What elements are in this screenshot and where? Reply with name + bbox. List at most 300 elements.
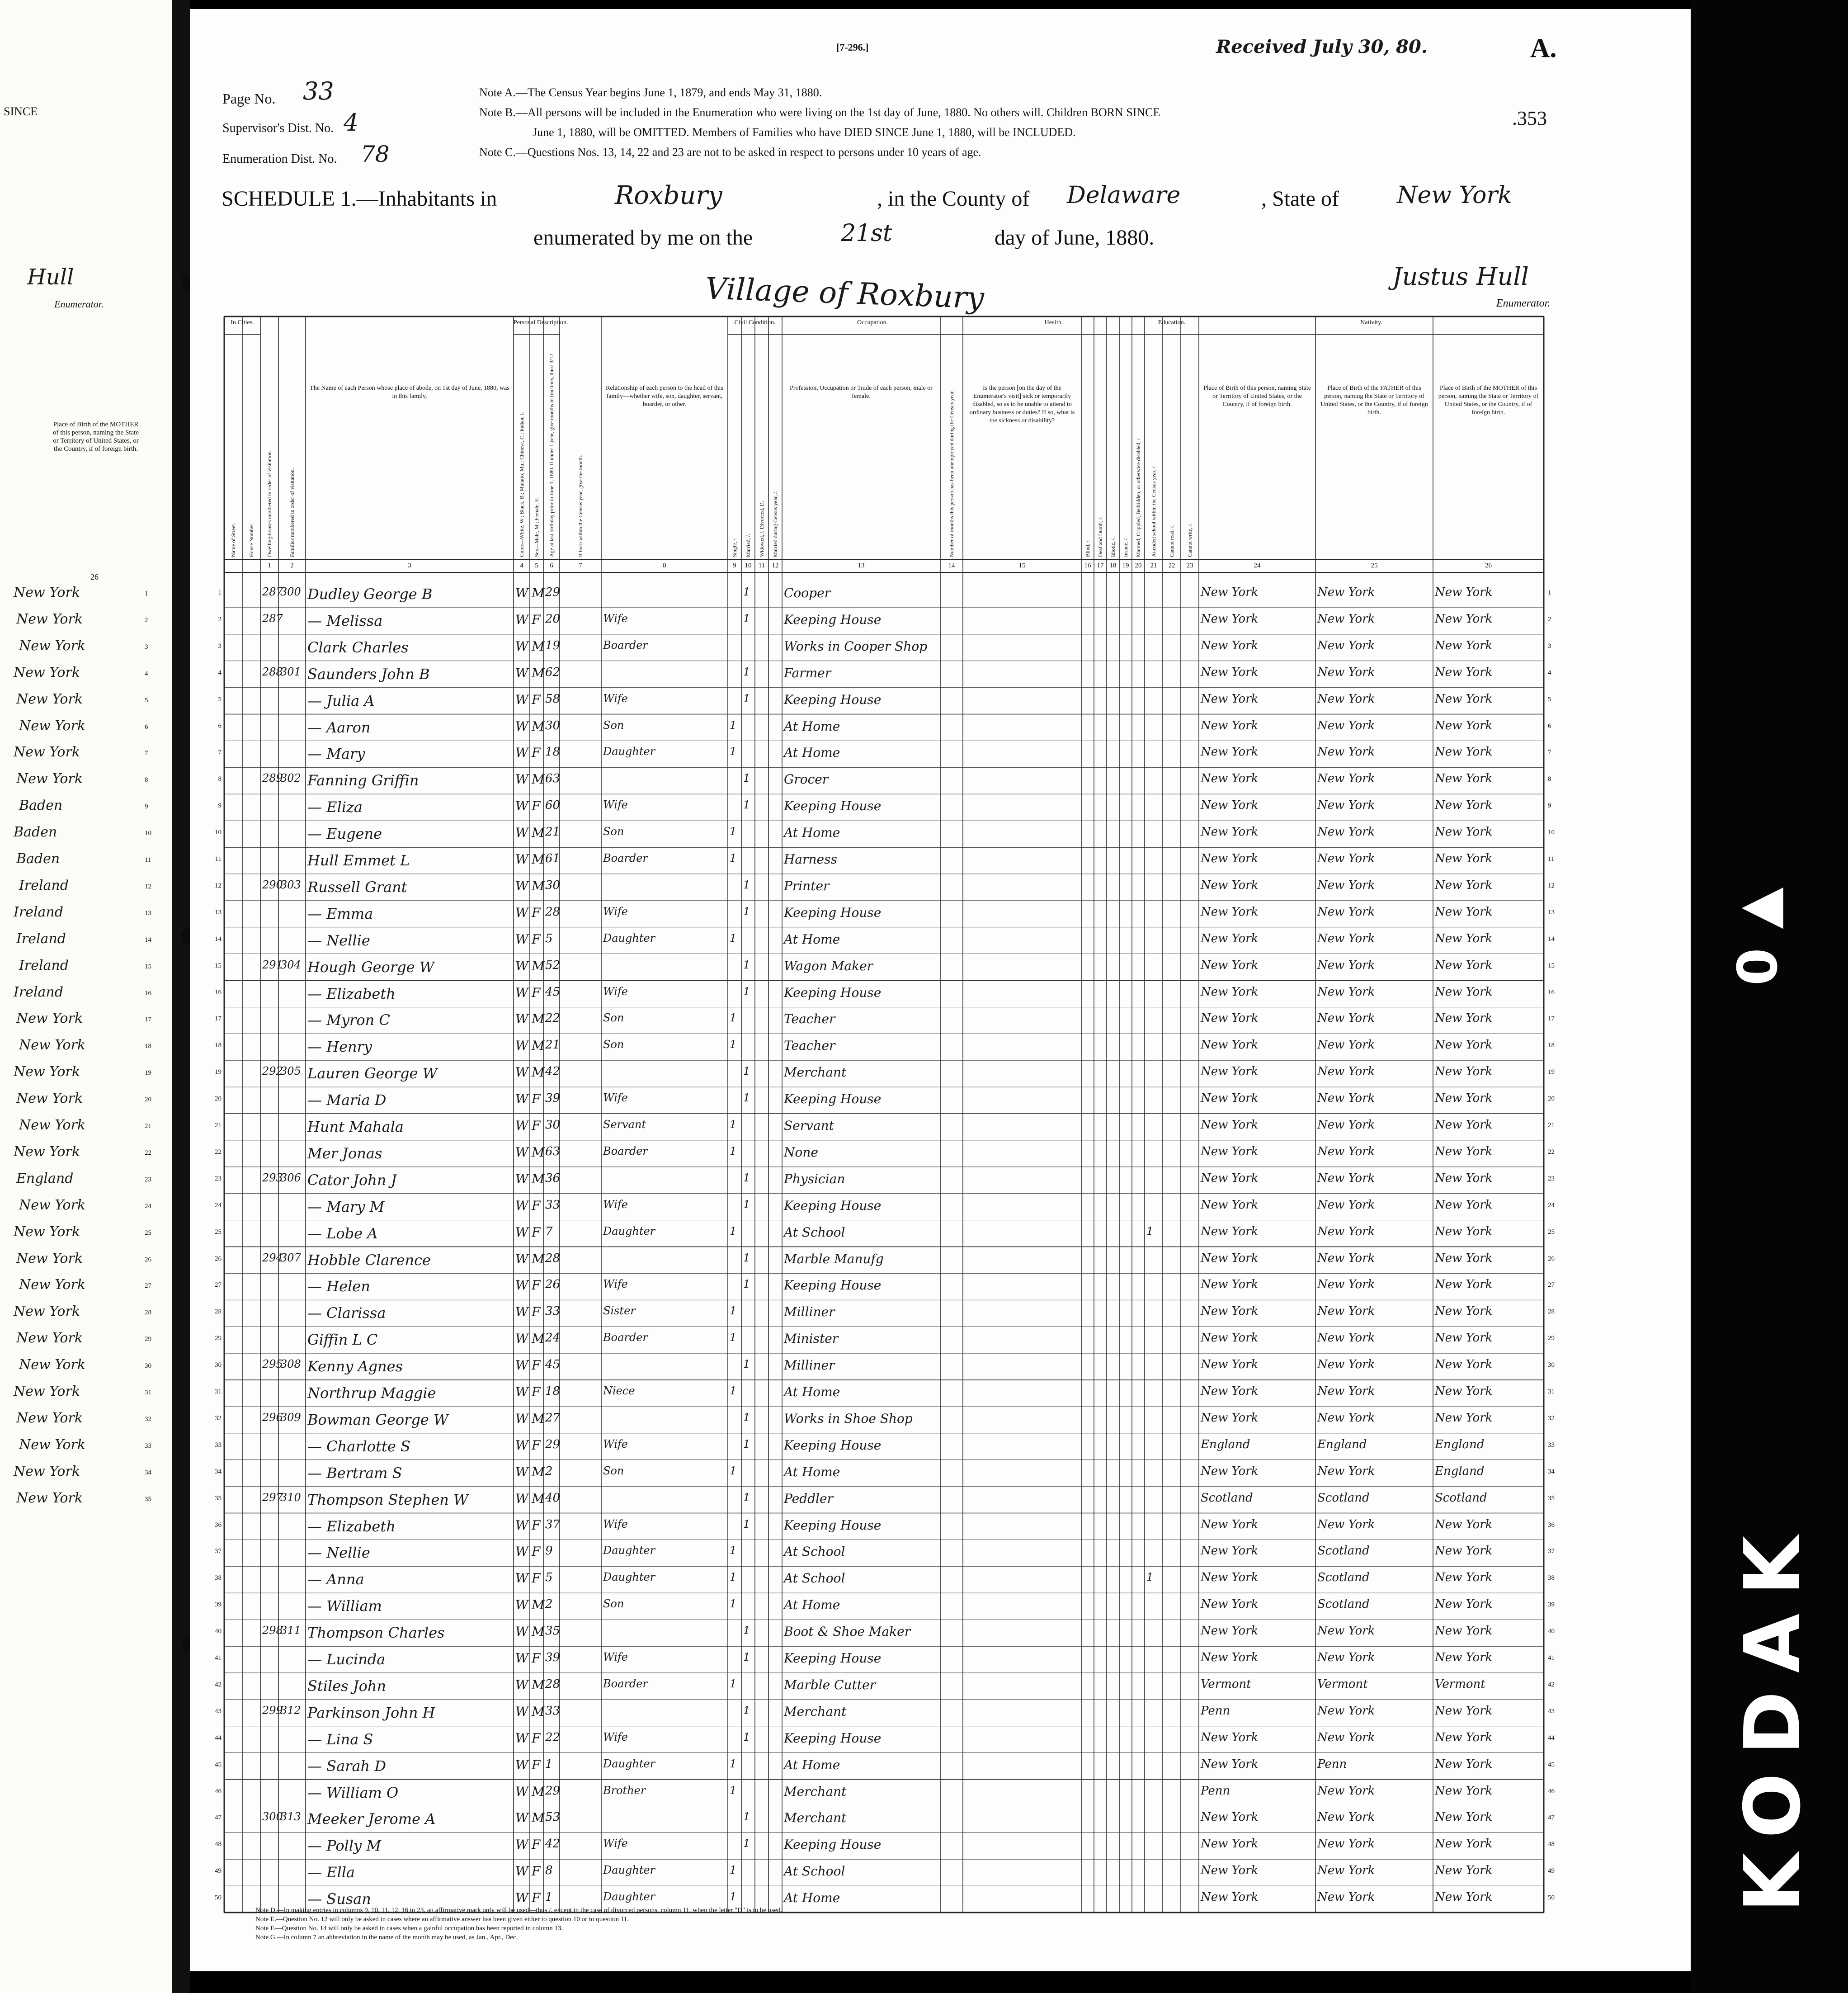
dwelling-number: 297 [262,1491,283,1504]
father-birthplace-cell: New York [1317,1837,1375,1851]
line-number: 47 [1548,1814,1555,1822]
dwelling-number: 292 [262,1065,283,1078]
line-number: 3 [218,642,222,650]
civil-mark: 1 [743,1704,750,1717]
relationship-cell: Daughter [603,1757,655,1770]
occupation-cell: Cooper [784,586,831,600]
occupation-cell: At Home [784,1464,840,1479]
civil-mark: 1 [730,745,737,758]
relationship-cell: Wife [603,798,628,812]
line-number: 28 [1548,1308,1555,1316]
received-stamp: Received July 30, 80. [1216,36,1428,57]
person-name: Hough George W [307,958,434,976]
birthplace-cell: New York [1201,1091,1259,1105]
col-header-c25: Place of Birth of the FATHER of this person, naming the State or Territory of United States, or the Country, if of foreign birth. [1320,385,1428,416]
line-number: 10 [215,829,222,836]
line-number: 30 [215,1361,222,1369]
sex-cell: F [532,692,541,707]
left-mother-birthplace: New York [14,1223,80,1240]
mother-birthplace-cell: New York [1435,1384,1493,1398]
supervisor-dist-value: 4 [344,109,359,137]
civil-mark: 1 [743,1198,750,1211]
birthplace-cell: New York [1201,586,1259,599]
occupation-cell: At School [784,1224,845,1240]
line-number: 31 [1548,1388,1555,1395]
left-since: SINCE [4,105,38,118]
person-name: — Aaron [307,718,371,736]
color-cell: W [515,638,528,654]
age-cell: 1 [545,1890,553,1904]
line-number: 24 [1548,1201,1555,1209]
left-line-number: 30 [145,1362,151,1370]
left-mother-birthplace: New York [14,1303,80,1320]
left-mother-birthplace: Ireland [19,877,69,893]
col-header-c24: Place of Birth of this person, naming State or Territory of United States, or the Country, if of foreign birth. [1203,385,1311,408]
left-mother-birthplace: Ireland [14,904,63,920]
civil-mark: 1 [743,1411,750,1424]
person-name: Thompson Charles [307,1624,445,1642]
person-name: — Mary M [307,1198,385,1215]
left-mother-birthplace: New York [16,1011,83,1027]
mother-birthplace-cell: New York [1435,1198,1493,1212]
mother-birthplace-cell: New York [1435,665,1493,679]
column-number: 24 [1254,562,1261,569]
civil-mark: 1 [743,1278,750,1291]
stamped-page-number: .353 [1512,107,1547,129]
age-cell: 28 [545,1677,561,1691]
column-number: 6 [550,562,553,569]
mother-birthplace-cell: New York [1435,1544,1493,1558]
color-cell: W [515,1358,528,1373]
color-cell: W [515,905,528,920]
sex-cell: M [532,1171,545,1186]
dwelling-number: 296 [262,1411,283,1424]
occupation-cell: Keeping House [784,798,882,814]
dwelling-number: 298 [262,1624,283,1637]
left-mother-birthplace: Baden [14,824,57,841]
line-number: 15 [215,962,222,969]
occupation-cell: Servant [784,1118,834,1133]
color-cell: W [515,1198,528,1213]
sex-cell: F [532,1837,541,1852]
birthplace-cell: New York [1201,1864,1259,1878]
note-b-cont: June 1, 1880, will be OMITTED. Members of Families who have DIED SINCE June 1, 1880, will be INCLUDED. [533,126,1076,139]
person-name: — Susan [307,1890,371,1908]
color-cell: W [515,1890,528,1906]
sex-cell: M [532,1491,545,1506]
father-birthplace-cell: New York [1317,1358,1375,1372]
dwelling-number: 299 [262,1704,283,1717]
line-number: 13 [215,908,222,916]
civil-mark: 1 [743,958,750,971]
line-number: 47 [215,1814,222,1822]
color-cell: W [515,1730,528,1746]
relationship-cell: Sister [603,1304,636,1318]
line-number: 1 [1548,589,1551,596]
birthplace-cell: England [1201,1437,1250,1451]
person-name: Saunders John B [307,665,430,683]
relationship-cell: Wife [603,692,628,705]
age-cell: 19 [545,638,561,652]
line-number: 2 [218,615,222,623]
state-label: , State of [1261,187,1339,211]
birthplace-cell: New York [1201,1331,1259,1345]
relationship-cell: Wife [603,985,628,998]
relationship-cell: Boarder [603,638,648,652]
color-cell: W [515,1065,528,1080]
age-cell: 5 [545,1571,553,1585]
age-cell: 39 [545,1651,561,1664]
relationship-cell: Boarder [603,1677,648,1690]
father-birthplace-cell: New York [1317,1224,1375,1238]
village-annotation: Village of Roxbury [704,271,985,316]
column-number: 4 [520,562,523,569]
column-number: 25 [1371,562,1378,569]
left-line-number: 23 [145,1176,151,1183]
sex-cell: M [532,772,545,787]
age-cell: 60 [545,798,561,812]
mother-birthplace-cell: New York [1435,1571,1493,1585]
color-cell: W [515,1837,528,1852]
line-number: 49 [1548,1867,1555,1875]
civil-mark: 1 [743,772,750,785]
column-number: 22 [1168,562,1175,569]
left-mother-birthplace: New York [16,1330,83,1346]
line-number: 1 [218,589,222,596]
father-birthplace-cell: New York [1317,1464,1375,1478]
father-birthplace-cell: New York [1317,1171,1375,1185]
age-cell: 26 [545,1278,561,1292]
civil-mark: 1 [730,1677,737,1690]
sex-cell: M [532,718,545,734]
line-number: 35 [215,1494,222,1502]
father-birthplace-cell: New York [1317,1704,1375,1718]
line-number: 35 [1548,1494,1555,1502]
civil-mark: 1 [730,1544,737,1557]
father-birthplace-cell: England [1317,1437,1367,1451]
sex-cell: F [532,798,541,814]
birthplace-cell: New York [1201,1358,1259,1372]
civil-mark: 1 [743,1091,750,1105]
age-cell: 18 [545,1384,561,1398]
birthplace-cell: New York [1201,798,1259,812]
person-name: — Eliza [307,798,363,816]
father-birthplace-cell: New York [1317,1065,1375,1079]
line-number: 50 [215,1894,222,1902]
mother-birthplace-cell: New York [1435,1224,1493,1238]
birthplace-cell: New York [1201,1411,1259,1425]
birthplace-cell: New York [1201,905,1259,919]
left-mother-birthplace: Ireland [19,957,69,973]
age-cell: 62 [545,665,561,679]
left-mother-birthplace: New York [16,1250,83,1266]
left-mother-birthplace: New York [14,1384,80,1399]
civil-mark: 1 [730,1864,737,1877]
column-number: 3 [408,562,411,569]
birthplace-cell: New York [1201,1837,1259,1851]
left-line-number: 29 [145,1336,151,1343]
occupation-cell: Marble Cutter [784,1677,876,1692]
line-number: 13 [1548,908,1555,916]
left-line-number: 8 [145,776,148,784]
father-birthplace-cell: New York [1317,612,1375,626]
occupation-cell: Teacher [784,1011,835,1027]
color-cell: W [515,1011,528,1027]
age-cell: 52 [545,958,561,972]
mother-birthplace-cell: New York [1435,1358,1493,1372]
occupation-cell: Merchant [784,1065,847,1080]
person-name: — Nellie [307,931,370,949]
civil-mark: 1 [743,798,750,812]
person-name: — Clarissa [307,1304,386,1322]
birthplace-cell: New York [1201,612,1259,626]
sex-cell: M [532,1704,545,1719]
birthplace-cell: New York [1201,692,1259,706]
column-number: 14 [948,562,955,569]
left-col26-number: 26 [90,572,99,581]
occupation-cell: At Home [784,1384,840,1399]
civil-mark: 1 [730,825,737,838]
age-cell: 1 [545,1757,553,1771]
age-cell: 9 [545,1544,553,1558]
county-label: , in the County of [877,187,1030,211]
person-name: — Sarah D [307,1757,386,1775]
mother-birthplace-cell: New York [1435,1171,1493,1185]
occupation-cell: Marble Manufg [784,1251,884,1266]
relationship-cell: Son [603,1597,624,1610]
person-name: — Lina S [307,1730,373,1748]
line-number: 25 [1548,1228,1555,1236]
sex-cell: M [532,1251,545,1266]
line-number: 32 [215,1414,222,1422]
col-header-c1: Dwelling-houses numbered in order of visitation. [266,450,273,557]
dwelling-number: 294 [262,1251,283,1264]
sex-cell: F [532,1198,541,1213]
left-mother-birthplace: New York [16,1410,83,1426]
sex-cell: F [532,1517,541,1533]
left-mother-birthplace: New York [16,1091,83,1107]
color-cell: W [515,878,528,893]
father-birthplace-cell: New York [1317,958,1375,972]
line-number: 43 [215,1707,222,1715]
mother-birthplace-cell: New York [1435,1011,1493,1025]
mother-birthplace-cell: New York [1435,1251,1493,1265]
left-line-number: 6 [145,723,148,731]
person-name: Dudley George B [307,586,433,603]
father-birthplace-cell: New York [1317,1118,1375,1132]
left-mother-birthplace: New York [14,744,80,760]
sex-cell: M [532,1597,545,1613]
line-number: 26 [1548,1255,1555,1262]
sex-cell: F [532,612,541,627]
left-line-number: 21 [145,1123,151,1130]
column-number: 5 [535,562,538,569]
color-cell: W [515,586,528,600]
civil-mark: 1 [730,1331,737,1344]
person-name: — William [307,1597,382,1615]
line-number: 31 [215,1388,222,1395]
sex-cell: M [532,1411,545,1426]
line-number: 50 [1548,1894,1555,1902]
col-header-c16: Blind, /. [1084,539,1091,557]
color-cell: W [515,745,528,760]
line-number: 2 [1548,615,1551,623]
father-birthplace-cell: Scotland [1317,1544,1370,1558]
group-header-nativity: Nativity. [1360,319,1382,326]
left-mother-birthplace: New York [14,585,80,600]
line-number: 12 [215,882,222,889]
left-mother-birthplace: New York [14,664,80,680]
family-number: 307 [280,1251,301,1264]
color-cell: W [515,1651,528,1666]
color-cell: W [515,1464,528,1479]
birthplace-cell: New York [1201,985,1259,999]
mother-birthplace-cell: New York [1435,1091,1493,1105]
occupation-cell: Keeping House [784,905,882,920]
birthplace-cell: Scotland [1201,1491,1253,1505]
relationship-cell: Wife [603,1437,628,1450]
dwelling-number: 291 [262,958,283,971]
mother-birthplace-cell: New York [1435,718,1493,732]
col-header-c4: Color—White, W.; Black, B.; Mulatto, Mu.; Chinese, C.; Indian, I. [519,412,525,557]
civil-mark: 1 [743,1171,750,1184]
left-line-number: 32 [145,1415,151,1423]
color-cell: W [515,1171,528,1186]
sex-cell: M [532,1038,545,1053]
line-number: 32 [1548,1414,1555,1422]
person-name: Mer Jonas [307,1144,382,1162]
note-b: Note B.—All persons will be included in the Enumeration who were living on the 1st day of June, 1880. No others will. Children BORN SINCE [479,106,1160,119]
birthplace-cell: New York [1201,718,1259,732]
col-header-c19: Insane, /. [1122,537,1129,557]
line-number: 8 [1548,775,1551,783]
age-cell: 21 [545,1038,561,1052]
person-name: Meeker Jerome A [307,1810,436,1828]
line-number: 25 [215,1228,222,1236]
line-number: 20 [1548,1095,1555,1103]
age-cell: 28 [545,905,561,919]
color-cell: W [515,1224,528,1240]
line-number: 48 [215,1841,222,1848]
mother-birthplace-cell: New York [1435,1118,1493,1132]
mother-birthplace-cell: England [1435,1464,1485,1478]
person-name: — Anna [307,1571,364,1588]
mother-birthplace-cell: New York [1435,1704,1493,1718]
birthplace-cell: New York [1201,1730,1259,1744]
column-number: 7 [579,562,582,569]
col-header-c14: Number of months this person has been unemployed during the Census year. [948,390,955,557]
dwelling-number: 300 [262,1810,283,1823]
birthplace-cell: New York [1201,665,1259,679]
person-name: — Mary [307,745,365,763]
color-cell: W [515,1304,528,1320]
mother-birthplace-cell: New York [1435,1624,1493,1638]
line-number: 39 [215,1601,222,1609]
person-name: Cator John J [307,1171,397,1189]
col-header-c18: Idiotic, /. [1110,537,1116,557]
person-name: — Bertram S [307,1464,402,1482]
line-number: 49 [215,1867,222,1875]
left-line-number: 22 [145,1149,151,1157]
line-number: 48 [1548,1841,1555,1848]
sex-cell: M [532,665,545,680]
age-cell: 22 [545,1011,561,1025]
relationship-cell: Wife [603,1651,628,1663]
occupation-cell: At Home [784,1890,840,1906]
color-cell: W [515,1597,528,1613]
line-number: 33 [215,1441,222,1449]
mother-birthplace-cell: New York [1435,798,1493,812]
col-header-c26: Place of Birth of the MOTHER of this person, naming the State or Territory of United States, or the Country, if of foreign birth. [1438,385,1539,416]
left-line-number: 1 [145,590,148,597]
line-number: 34 [1548,1468,1555,1475]
sex-cell: M [532,1784,545,1799]
col-header-c-house: House Number. [248,523,255,557]
left-line-number: 19 [145,1069,151,1077]
civil-mark: 1 [730,1757,737,1770]
dwelling-number: 287 [262,586,283,598]
civil-mark: 1 [743,1491,750,1504]
birthplace-cell: New York [1201,1224,1259,1238]
col-header-c20: Maimed, Crippled, Bedridden, or otherwise disabled, /. [1135,437,1141,557]
schedule-county: Delaware [1067,182,1181,209]
age-cell: 42 [545,1837,561,1851]
father-birthplace-cell: Penn [1317,1757,1347,1771]
sex-cell: F [532,1304,541,1320]
left-line-number: 34 [145,1469,151,1476]
father-birthplace-cell: New York [1317,825,1375,839]
civil-mark: 1 [730,1464,737,1477]
occupation-cell: At School [784,1571,845,1586]
relationship-cell: Son [603,718,624,732]
person-name: Thompson Stephen W [307,1491,468,1508]
mother-birthplace-cell: New York [1435,1651,1493,1664]
line-number: 16 [215,988,222,996]
father-birthplace-cell: New York [1317,1890,1375,1904]
note-a: Note A.—The Census Year begins June 1, 1879, and ends May 31, 1880. [479,86,822,99]
family-number: 309 [280,1411,301,1424]
civil-mark: 1 [743,665,750,678]
line-number: 6 [218,722,222,730]
person-name: — William O [307,1784,399,1801]
color-cell: W [515,1278,528,1293]
color-cell: W [515,612,528,627]
age-cell: 21 [545,825,561,839]
birthplace-cell: New York [1201,1144,1259,1158]
enumeration-dist-value: 78 [361,141,390,167]
left-mother-birthplace: England [16,1170,74,1186]
person-name: — Maria D [307,1091,387,1109]
relationship-cell: Daughter [603,1544,655,1557]
civil-mark: 1 [743,1810,750,1823]
person-name: Fanning Griffin [307,772,419,789]
left-line-number: 10 [145,830,151,837]
civil-mark: 1 [730,931,737,945]
line-number: 45 [215,1761,222,1768]
age-cell: 63 [545,1144,561,1158]
father-birthplace-cell: New York [1317,1011,1375,1025]
civil-mark: 1 [743,985,750,998]
color-cell: W [515,1437,528,1453]
age-cell: 20 [545,612,561,626]
person-name: — Ella [307,1864,355,1881]
family-number: 311 [280,1624,301,1637]
schedule-title: SCHEDULE 1.—Inhabitants in [222,187,497,211]
color-cell: W [515,1757,528,1772]
father-birthplace-cell: New York [1317,1251,1375,1265]
father-birthplace-cell: New York [1317,1651,1375,1664]
person-name: Stiles John [307,1677,387,1695]
